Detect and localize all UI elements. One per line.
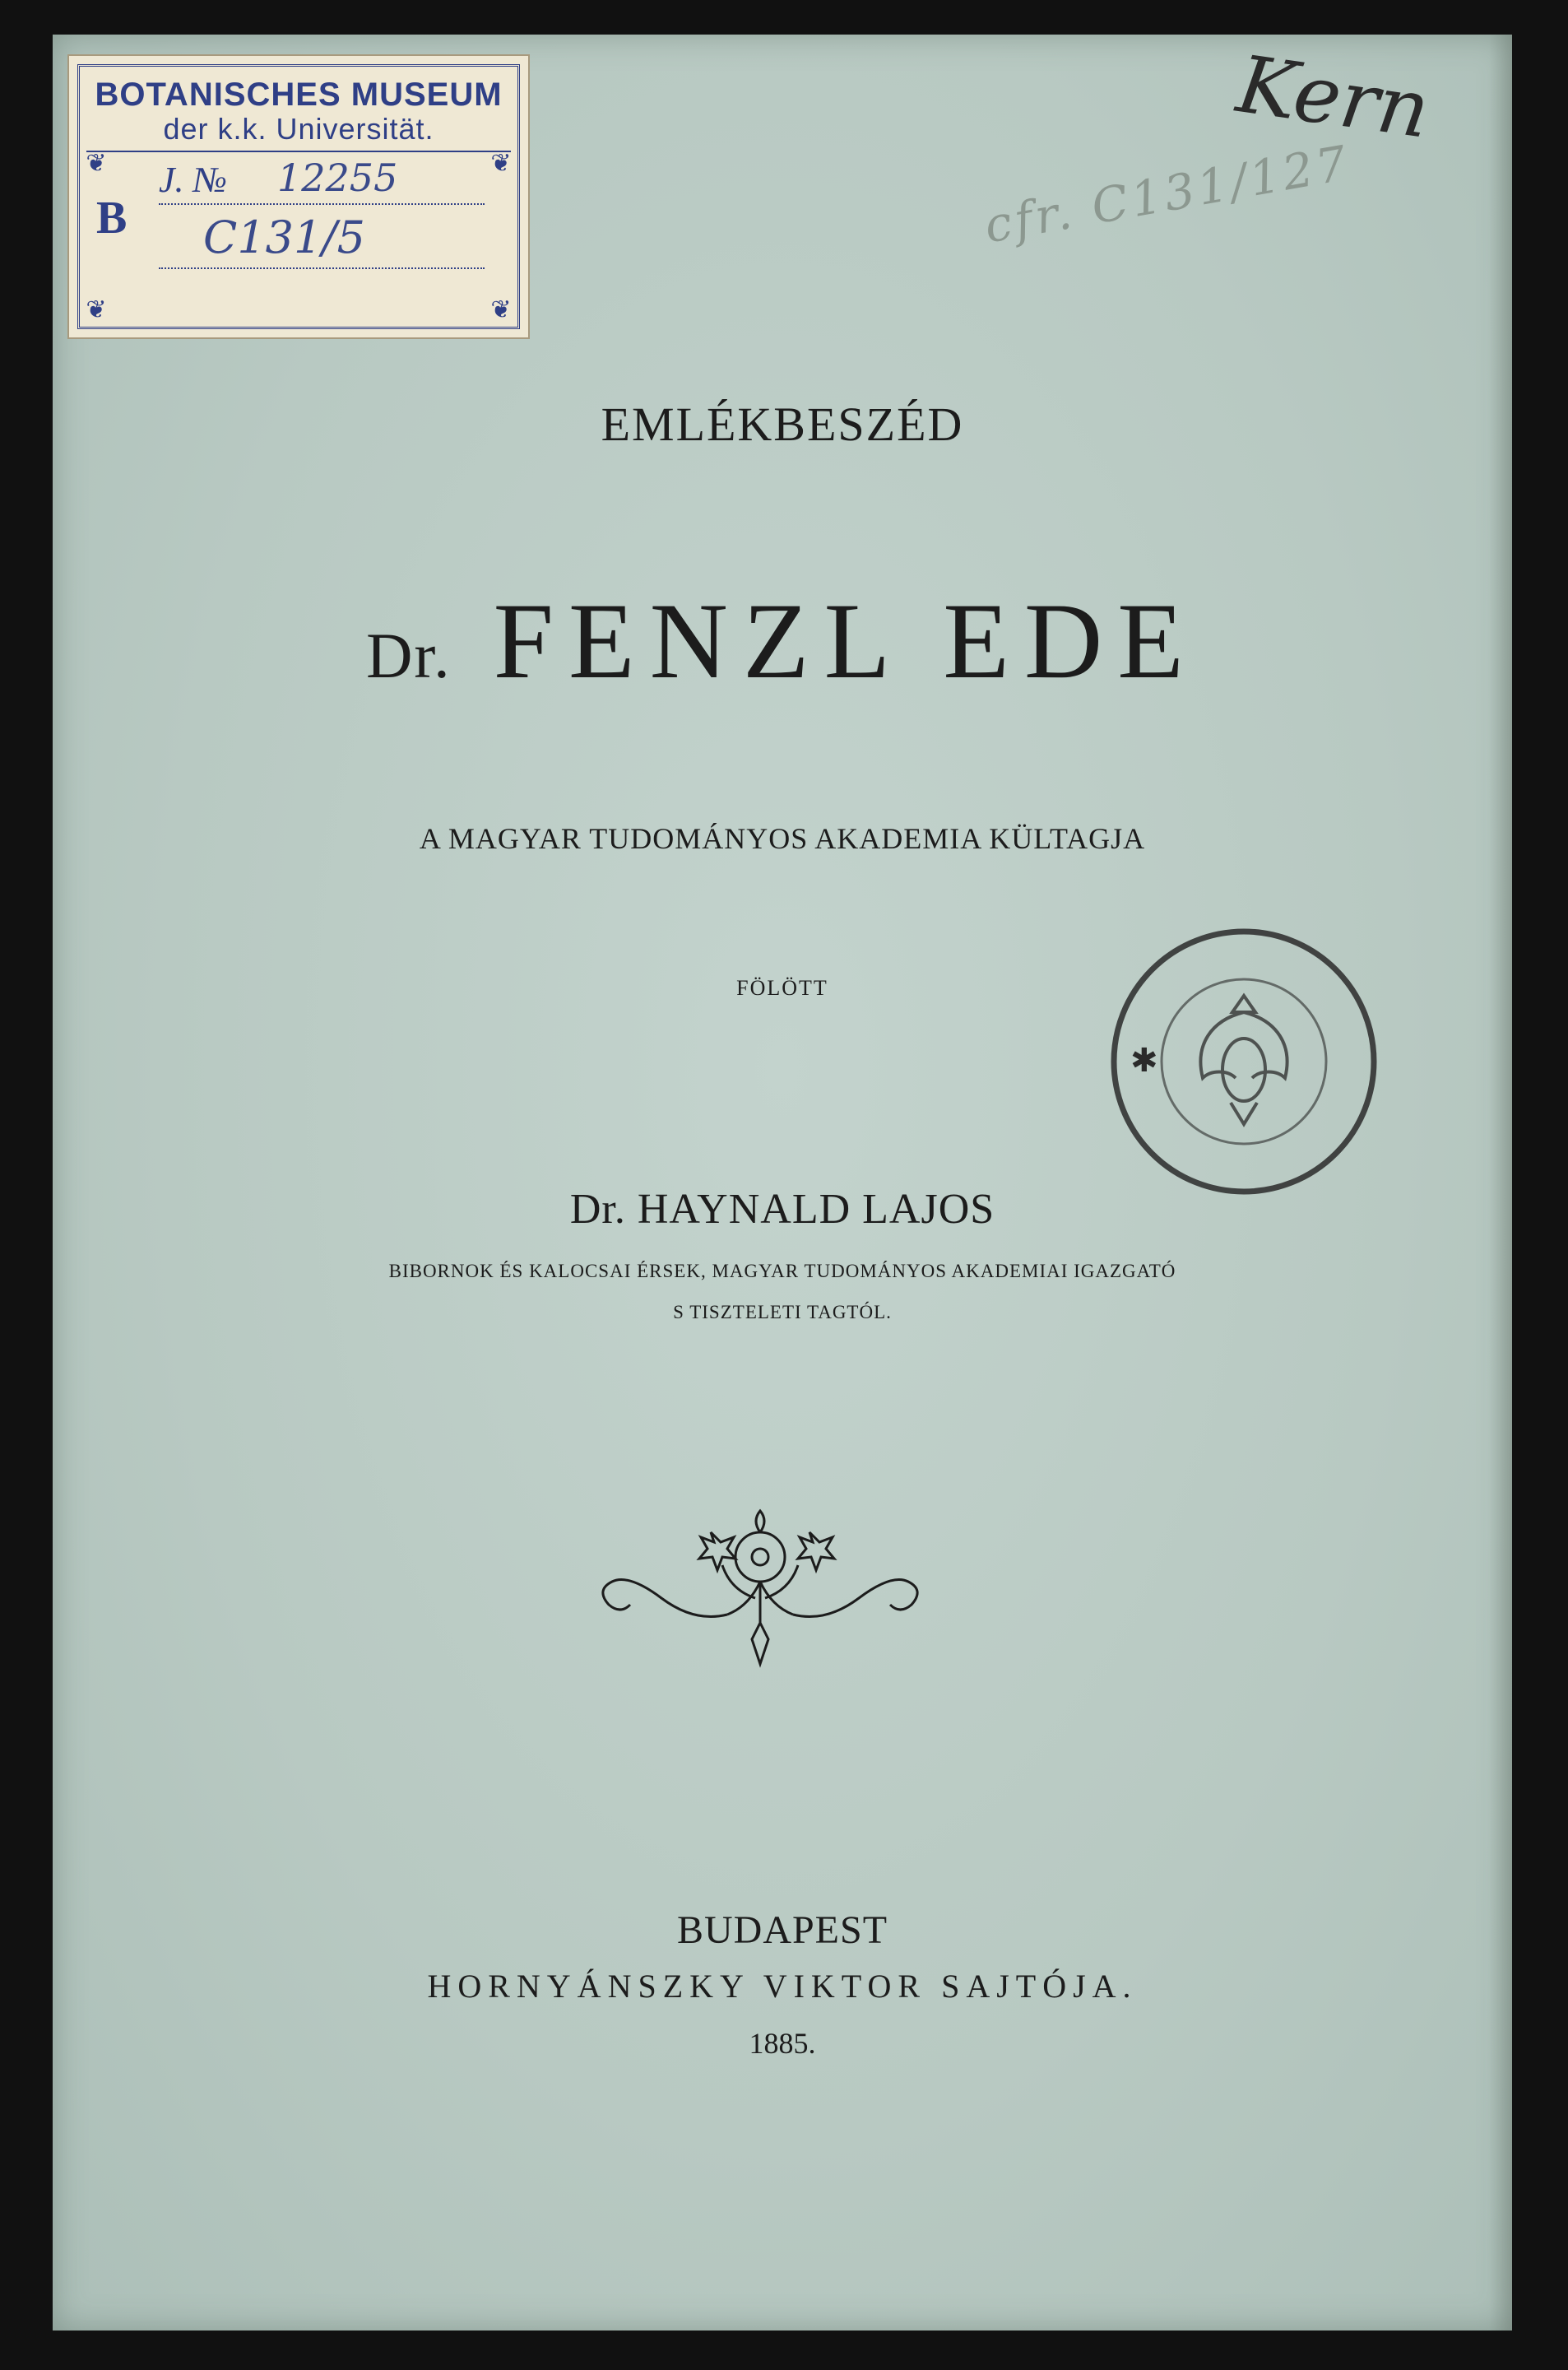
museum-label-header — [86, 72, 511, 152]
document-heading: EMLÉKBESZÉD — [601, 397, 964, 451]
author-name: Dr. HAYNALD LAJOS — [569, 1186, 995, 1233]
document-page — [53, 35, 1512, 2330]
author-titles-line-1: BIBORNOK ÉS KALOCSAI ÉRSEK, MAGYAR TUDOMÁNYOS AKADEMIAI IGAZGATÓ — [388, 1261, 1176, 1281]
subject-membership: A MAGYAR TUDOMÁNYOS AKADEMIA KÜLTAGJA — [419, 822, 1146, 855]
museum-label-subtitle: der k.k. Universität. — [163, 112, 434, 146]
museum-label-rule — [159, 267, 485, 269]
corner-ornament-icon: ❦ — [490, 296, 512, 323]
crowned-eagle-stamp-icon — [1079, 897, 1408, 1226]
pencil-annotation: cfr. C131/127 — [980, 134, 1355, 254]
museum-label — [67, 54, 530, 339]
museum-label-title: BOTANISCHES MUSEUM — [95, 77, 503, 113]
museum-label-letter: B — [96, 193, 128, 244]
preposition-text: FÖLÖTT — [736, 976, 828, 1000]
subject-name-text: FENZL EDE — [493, 580, 1199, 701]
svg-text:✱: ✱ — [1130, 1042, 1158, 1080]
museum-label-rule — [159, 203, 485, 205]
imprint-printer: HORNYÁNSZKY VIKTOR SAJTÓJA. — [427, 1968, 1138, 2005]
museum-label-shelfmark: C131/5 — [203, 211, 365, 263]
museum-label-number: 12255 — [277, 156, 398, 200]
handwritten-annotation: Kern — [1232, 38, 1436, 156]
imprint-year: 1885. — [749, 2027, 816, 2060]
subject-name — [53, 578, 1512, 704]
museum-label-border — [77, 64, 520, 329]
author-titles-line-2: S TISZTELETI TAGTÓL. — [673, 1302, 892, 1322]
corner-ornament-icon: ❦ — [86, 150, 107, 177]
subject-name-prefix: Dr. — [366, 620, 452, 691]
corner-ornament-icon: ❦ — [490, 150, 512, 177]
imprint-city: BUDAPEST — [676, 1908, 888, 1952]
museum-label-number-prefix: J. № — [159, 160, 228, 200]
corner-ornament-icon: ❦ — [86, 296, 107, 323]
floral-ornament-icon — [596, 1508, 925, 1672]
